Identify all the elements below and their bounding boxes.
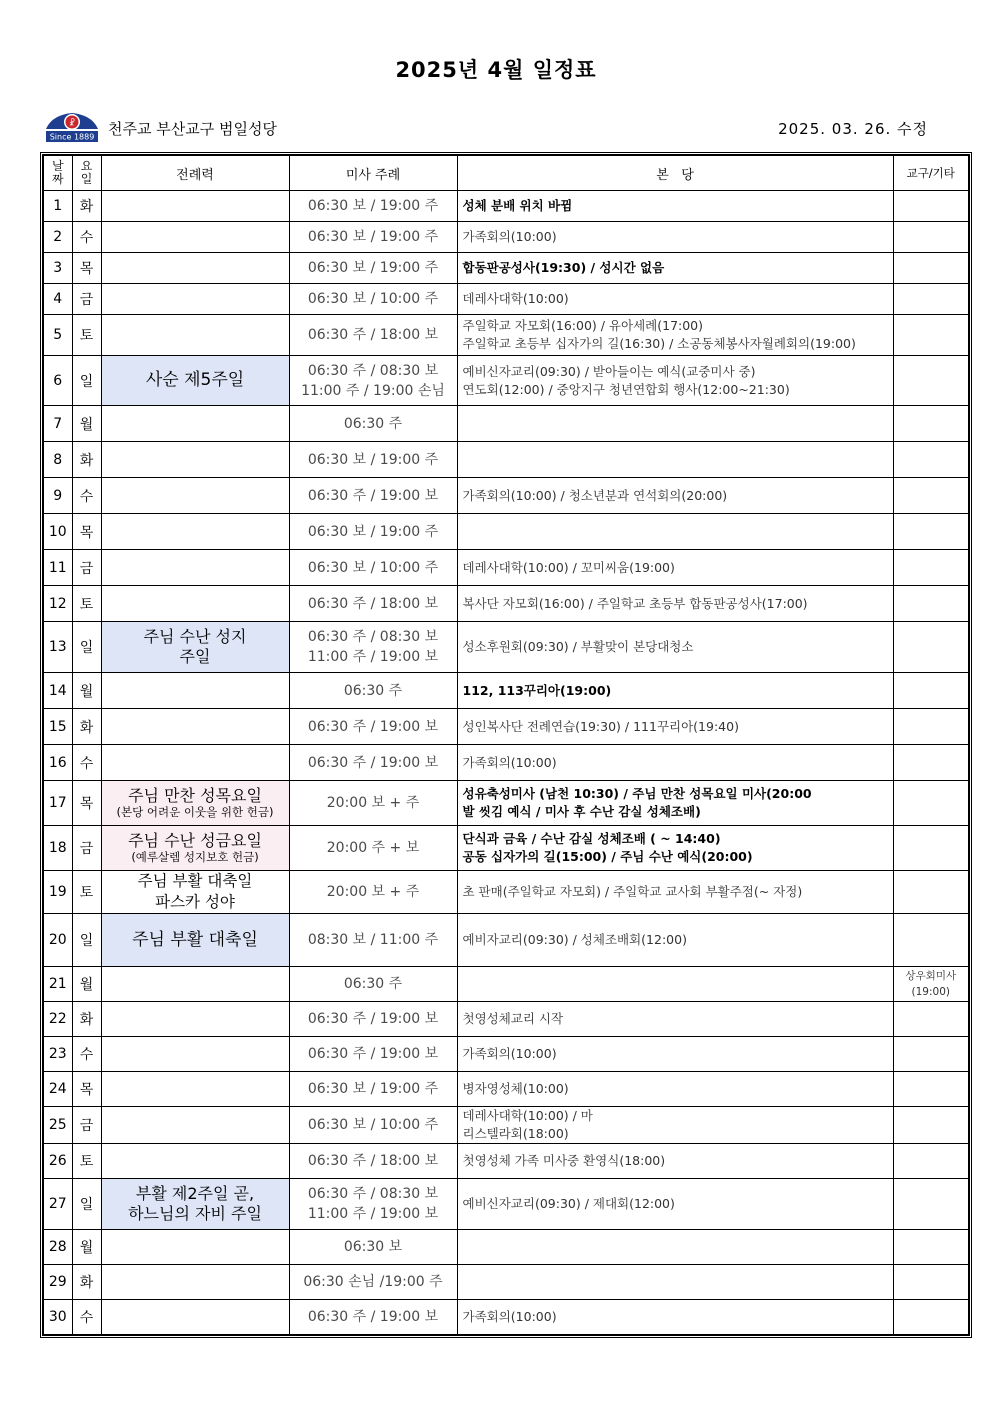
main-cell: 가족회의(10:00) — [457, 222, 893, 253]
liturgy-cell — [101, 673, 289, 709]
main-cell — [457, 442, 893, 478]
logo-text: Since 1889 — [49, 132, 95, 142]
table-row — [43, 1107, 969, 1144]
weekday-cell: 월 — [72, 1230, 101, 1265]
main-cell: 데레사대학(10:00) — [457, 284, 893, 315]
main-cell: 성인복사단 전례연습(19:30) / 111꾸리아(19:40) — [457, 709, 893, 745]
table-row — [43, 586, 969, 622]
table-row — [43, 1179, 969, 1230]
liturgy-cell: 주님 부활 대축일 파스카 성야 — [101, 871, 289, 914]
day-cell: 21 — [43, 967, 72, 1002]
mass-cell: 06:30 보 / 19:00 주 — [289, 1072, 457, 1107]
weekday-cell: 월 — [72, 406, 101, 442]
etc-cell — [893, 222, 969, 253]
mass-cell: 06:30 주 — [289, 967, 457, 1002]
liturgy-cell — [101, 1265, 289, 1300]
etc-cell — [893, 914, 969, 967]
etc-cell — [893, 1072, 969, 1107]
etc-cell — [893, 191, 969, 222]
etc-cell — [893, 826, 969, 871]
table-row — [43, 514, 969, 550]
etc-cell — [893, 745, 969, 781]
main-cell: 주일학교 자모회(16:00) / 유아세례(17:00) 주일학교 초등부 십자가의 길(16:30) / 소공동체봉사자월례회의(19:00) — [457, 315, 893, 356]
liturgy-cell — [101, 191, 289, 222]
weekday-cell: 일 — [72, 356, 101, 406]
etc-cell — [893, 478, 969, 514]
main-cell: 가족회의(10:00) / 청소년분과 연석회의(20:00) — [457, 478, 893, 514]
day-cell: 11 — [43, 550, 72, 586]
main-cell: 예비신자교리(09:30) / 받아들이는 예식(교중미사 중) 연도회(12:00) / 중앙지구 청년연합회 행사(12:00~21:30) — [457, 356, 893, 406]
header-etc: 교구/기타 — [893, 155, 969, 191]
weekday-cell: 목 — [72, 781, 101, 826]
liturgy-cell: 부활 제2주일 곧, 하느님의 자비 주일 — [101, 1179, 289, 1230]
page-title: 2025년 4월 일정표 — [395, 58, 597, 82]
mass-cell: 20:00 보 + 주 — [289, 871, 457, 914]
day-cell: 16 — [43, 745, 72, 781]
weekday-cell: 일 — [72, 1179, 101, 1230]
etc-cell — [893, 1300, 969, 1335]
mass-cell: 06:30 주 / 19:00 보 — [289, 1037, 457, 1072]
liturgy-cell — [101, 1037, 289, 1072]
etc-cell — [893, 673, 969, 709]
table-row — [43, 253, 969, 284]
weekday-cell: 화 — [72, 1265, 101, 1300]
table-row — [43, 871, 969, 914]
mass-cell: 06:30 주 / 19:00 보 — [289, 709, 457, 745]
header-mass: 미사 주례 — [289, 155, 457, 191]
weekday-cell: 화 — [72, 442, 101, 478]
main-cell — [457, 1230, 893, 1265]
mass-cell: 06:30 보 / 19:00 주 — [289, 253, 457, 284]
liturgy-cell — [101, 1002, 289, 1037]
mass-cell: 08:30 보 / 11:00 주 — [289, 914, 457, 967]
table-row — [43, 967, 969, 1002]
table-row — [43, 284, 969, 315]
etc-cell — [893, 406, 969, 442]
day-cell: 9 — [43, 478, 72, 514]
mass-cell: 20:00 보 + 주 — [289, 781, 457, 826]
day-cell: 12 — [43, 586, 72, 622]
etc-cell — [893, 356, 969, 406]
mass-cell: 06:30 보 / 10:00 주 — [289, 284, 457, 315]
main-cell: 예비신자교리(09:30) / 제대회(12:00) — [457, 1179, 893, 1230]
day-cell: 24 — [43, 1072, 72, 1107]
weekday-cell: 수 — [72, 745, 101, 781]
day-cell: 26 — [43, 1144, 72, 1179]
mass-cell: 06:30 주 — [289, 406, 457, 442]
header-main: 본 당 — [457, 155, 893, 191]
day-cell: 23 — [43, 1037, 72, 1072]
day-cell: 4 — [43, 284, 72, 315]
mass-cell: 06:30 보 / 10:00 주 — [289, 550, 457, 586]
mass-cell: 20:00 주 + 보 — [289, 826, 457, 871]
etc-cell — [893, 1144, 969, 1179]
liturgy-cell: 사순 제5주일 — [101, 356, 289, 406]
main-cell — [457, 514, 893, 550]
mass-cell: 06:30 주 / 08:30 보 11:00 주 / 19:00 보 — [289, 622, 457, 673]
weekday-cell: 토 — [72, 1144, 101, 1179]
day-cell: 6 — [43, 356, 72, 406]
main-cell: 성유축성미사 (남천 10:30) / 주님 만찬 성목요일 미사(20:00 발 씻김 예식 / 미사 후 수난 감실 성체조배) — [457, 781, 893, 826]
table-row — [43, 1144, 969, 1179]
weekday-cell: 목 — [72, 514, 101, 550]
etc-cell: 상우회미사 (19:00) — [893, 967, 969, 1002]
liturgy-note: (본당 어려운 이웃을 위한 헌금) — [116, 805, 274, 819]
header-liturgy: 전례력 — [101, 155, 289, 191]
weekday-cell: 금 — [72, 826, 101, 871]
mass-cell: 06:30 보 / 19:00 주 — [289, 442, 457, 478]
liturgy-cell — [101, 1107, 289, 1144]
etc-cell — [893, 1265, 969, 1300]
weekday-cell: 토 — [72, 315, 101, 356]
weekday-cell: 토 — [72, 871, 101, 914]
mass-cell: 06:30 손님 /19:00 주 — [289, 1265, 457, 1300]
weekday-cell: 일 — [72, 914, 101, 967]
etc-cell — [893, 253, 969, 284]
weekday-cell: 화 — [72, 191, 101, 222]
day-cell: 15 — [43, 709, 72, 745]
etc-cell — [893, 1179, 969, 1230]
liturgy-cell — [101, 222, 289, 253]
day-cell: 28 — [43, 1230, 72, 1265]
table-row — [43, 550, 969, 586]
main-cell: 가족회의(10:00) — [457, 745, 893, 781]
main-cell: 복사단 자모회(16:00) / 주일학교 초등부 합동판공성사(17:00) — [457, 586, 893, 622]
day-cell: 7 — [43, 406, 72, 442]
day-cell: 29 — [43, 1265, 72, 1300]
mass-cell: 06:30 주 / 18:00 보 — [289, 315, 457, 356]
mass-cell: 06:30 주 / 18:00 보 — [289, 1144, 457, 1179]
table-row — [43, 1037, 969, 1072]
main-cell: 초 판매(주일학교 자모회) / 주일학교 교사회 부활주점(~ 자정) — [457, 871, 893, 914]
table-row — [43, 406, 969, 442]
table-row — [43, 1002, 969, 1037]
day-cell: 5 — [43, 315, 72, 356]
day-cell: 13 — [43, 622, 72, 673]
weekday-cell: 목 — [72, 253, 101, 284]
main-cell — [457, 967, 893, 1002]
parish-logo — [44, 107, 100, 143]
table-row — [43, 478, 969, 514]
main-cell: 합동판공성사(19:30) / 성시간 없음 — [457, 253, 893, 284]
weekday-cell: 금 — [72, 550, 101, 586]
table-row — [43, 781, 969, 826]
main-cell: 112, 113꾸리아(19:00) — [457, 673, 893, 709]
main-cell: 데레사대학(10:00) / 마 리스텔라회(18:00) — [457, 1107, 893, 1144]
mass-cell: 06:30 주 / 19:00 보 — [289, 478, 457, 514]
liturgy-cell: 주님 부활 대축일 — [101, 914, 289, 967]
main-cell: 첫영성체교리 시작 — [457, 1002, 893, 1037]
schedule-table — [42, 154, 970, 1336]
weekday-cell: 화 — [72, 709, 101, 745]
day-cell: 20 — [43, 914, 72, 967]
day-cell: 1 — [43, 191, 72, 222]
etc-cell — [893, 1230, 969, 1265]
day-cell: 3 — [43, 253, 72, 284]
weekday-cell: 수 — [72, 1037, 101, 1072]
etc-cell — [893, 550, 969, 586]
mass-cell: 06:30 주 / 19:00 보 — [289, 1002, 457, 1037]
main-cell: 가족회의(10:00) — [457, 1037, 893, 1072]
liturgy-note: (예루살렘 성지보호 헌금) — [131, 850, 259, 864]
mass-cell: 06:30 보 / 19:00 주 — [289, 514, 457, 550]
table-row — [43, 191, 969, 222]
table-row — [43, 315, 969, 356]
weekday-cell: 토 — [72, 586, 101, 622]
main-cell: 데레사대학(10:00) / 꼬미씨움(19:00) — [457, 550, 893, 586]
etc-cell — [893, 514, 969, 550]
liturgy-cell — [101, 315, 289, 356]
main-cell: 예비자교리(09:30) / 성체조배회(12:00) — [457, 914, 893, 967]
table-row — [43, 914, 969, 967]
table-row — [43, 709, 969, 745]
weekday-cell: 일 — [72, 622, 101, 673]
mass-cell: 06:30 주 / 08:30 보 11:00 주 / 19:00 보 — [289, 1179, 457, 1230]
liturgy-cell — [101, 745, 289, 781]
liturgy-cell: 주님 수난 성금요일 (예루살렘 성지보호 헌금) — [101, 826, 289, 871]
day-cell: 10 — [43, 514, 72, 550]
mass-cell: 06:30 보 — [289, 1230, 457, 1265]
liturgy-cell — [101, 709, 289, 745]
day-cell: 30 — [43, 1300, 72, 1335]
weekday-cell: 월 — [72, 967, 101, 1002]
liturgy-cell — [101, 1230, 289, 1265]
etc-cell — [893, 1002, 969, 1037]
liturgy-cell — [101, 586, 289, 622]
header-weekday: 요 일 — [72, 155, 101, 191]
weekday-cell: 금 — [72, 284, 101, 315]
table-row — [43, 622, 969, 673]
header-day: 날 짜 — [43, 155, 72, 191]
table-row — [43, 356, 969, 406]
main-cell: 첫영성체 가족 미사중 환영식(18:00) — [457, 1144, 893, 1179]
mass-cell: 06:30 보 / 19:00 주 — [289, 191, 457, 222]
mass-cell: 06:30 주 / 08:30 보 11:00 주 / 19:00 손님 — [289, 356, 457, 406]
main-cell: 가족회의(10:00) — [457, 1300, 893, 1335]
svg-text:☧: ☧ — [68, 118, 76, 128]
main-cell: 성소후원회(09:30) / 부활맞이 본당대청소 — [457, 622, 893, 673]
day-cell: 2 — [43, 222, 72, 253]
table-row — [43, 442, 969, 478]
liturgy-cell — [101, 406, 289, 442]
main-cell: 단식과 금육 / 수난 감실 성체조배 ( ~ 14:40) 공동 십자가의 길(15:00) / 주님 수난 예식(20:00) — [457, 826, 893, 871]
weekday-cell: 수 — [72, 222, 101, 253]
etc-cell — [893, 586, 969, 622]
weekday-cell: 화 — [72, 1002, 101, 1037]
liturgy-cell — [101, 514, 289, 550]
mass-cell: 06:30 주 / 19:00 보 — [289, 745, 457, 781]
etc-cell — [893, 1107, 969, 1144]
etc-cell — [893, 709, 969, 745]
mass-cell: 06:30 보 / 10:00 주 — [289, 1107, 457, 1144]
liturgy-cell: 주님 수난 성지 주일 — [101, 622, 289, 673]
liturgy-cell — [101, 442, 289, 478]
day-cell: 25 — [43, 1107, 72, 1144]
table-row — [43, 745, 969, 781]
weekday-cell: 목 — [72, 1072, 101, 1107]
day-cell: 19 — [43, 871, 72, 914]
mass-cell: 06:30 주 / 19:00 보 — [289, 1300, 457, 1335]
etc-cell — [893, 622, 969, 673]
table-row — [43, 1300, 969, 1335]
table-row — [43, 1265, 969, 1300]
etc-cell — [893, 781, 969, 826]
main-cell: 병자영성체(10:00) — [457, 1072, 893, 1107]
liturgy-cell — [101, 253, 289, 284]
main-cell — [457, 1265, 893, 1300]
mass-cell: 06:30 주 — [289, 673, 457, 709]
weekday-cell: 월 — [72, 673, 101, 709]
table-row — [43, 826, 969, 871]
main-cell: 성체 분배 위치 바뀜 — [457, 191, 893, 222]
liturgy-cell — [101, 1144, 289, 1179]
liturgy-cell: 주님 만찬 성목요일 (본당 어려운 이웃을 위한 헌금) — [101, 781, 289, 826]
table-row — [43, 1072, 969, 1107]
table-header-row — [43, 155, 969, 191]
parish-name: 천주교 부산교구 범일성당 — [108, 120, 277, 138]
table-row — [43, 673, 969, 709]
day-cell: 14 — [43, 673, 72, 709]
day-cell: 8 — [43, 442, 72, 478]
mass-cell: 06:30 보 / 19:00 주 — [289, 222, 457, 253]
liturgy-cell — [101, 1300, 289, 1335]
weekday-cell: 수 — [72, 478, 101, 514]
etc-cell — [893, 315, 969, 356]
weekday-cell: 수 — [72, 1300, 101, 1335]
mass-cell: 06:30 주 / 18:00 보 — [289, 586, 457, 622]
weekday-cell: 금 — [72, 1107, 101, 1144]
liturgy-cell — [101, 1072, 289, 1107]
day-cell: 22 — [43, 1002, 72, 1037]
liturgy-cell — [101, 967, 289, 1002]
etc-cell — [893, 284, 969, 315]
main-cell — [457, 406, 893, 442]
etc-cell — [893, 871, 969, 914]
etc-cell — [893, 442, 969, 478]
day-cell: 17 — [43, 781, 72, 826]
revision-date: 2025. 03. 26. 수정 — [778, 120, 928, 138]
liturgy-cell — [101, 550, 289, 586]
day-cell: 27 — [43, 1179, 72, 1230]
day-cell: 18 — [43, 826, 72, 871]
liturgy-cell — [101, 284, 289, 315]
etc-cell — [893, 1037, 969, 1072]
liturgy-cell — [101, 478, 289, 514]
table-row — [43, 1230, 969, 1265]
table-row — [43, 222, 969, 253]
